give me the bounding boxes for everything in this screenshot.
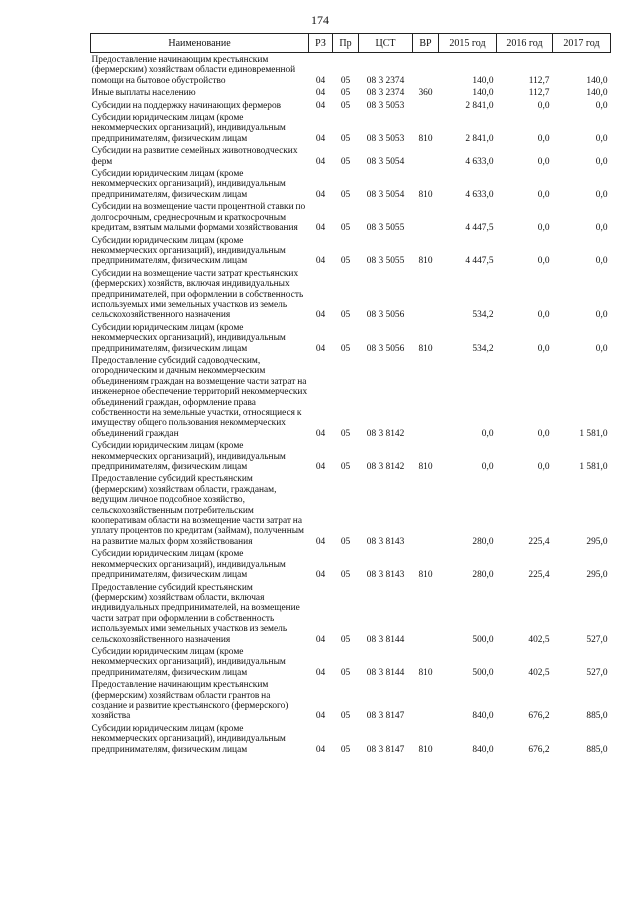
- row-value-2016: 0,0: [537, 156, 550, 167]
- row-rz: 04: [315, 711, 326, 722]
- row-rz: 04: [315, 133, 326, 144]
- row-value-2016: 112,7: [528, 88, 550, 99]
- row-name: Предоставление субсидий крестьянским (фермерским) хозяйствам области, включая индивидуальных предпринимателей, на возмещение части затрат при оформлении в собственность используемых ими земельных участков из земель сельскохозяйственного назначения: [91, 582, 300, 645]
- table-row: [91, 202, 611, 235]
- row-value-2017: 0,0: [595, 310, 608, 321]
- row-value-2016: 0,0: [537, 223, 550, 234]
- row-name: Иные выплаты населению: [91, 88, 196, 99]
- row-cst: 08 3 8143: [366, 570, 405, 581]
- row-value-2017: 295,0: [586, 536, 608, 547]
- row-name: Субсидии юридическим лицам (кроме некоммерческих организаций), индивидуальным предпринимателям, физическим лицам: [91, 235, 286, 267]
- header-name: Наименование: [91, 34, 309, 53]
- row-value-2015: 500,0: [472, 667, 494, 678]
- row-value-2016: 0,0: [537, 343, 550, 354]
- row-vr: 810: [418, 189, 433, 200]
- row-vr: [413, 356, 439, 441]
- row-vr: 810: [418, 570, 433, 581]
- row-value-2017: 885,0: [586, 711, 608, 722]
- row-cst: 08 3 8147: [366, 711, 405, 722]
- row-cst: 08 3 5054: [366, 189, 405, 200]
- row-rz: 04: [315, 667, 326, 678]
- row-value-2015: 4 447,5: [465, 256, 494, 267]
- row-pr: 05: [340, 462, 351, 473]
- table-row: [91, 356, 611, 441]
- row-value-2017: 0,0: [595, 100, 608, 111]
- table-row: [91, 724, 611, 757]
- row-value-2015: 2 841,0: [465, 133, 494, 144]
- row-cst: 08 3 2374: [366, 75, 405, 86]
- row-value-2017: 140,0: [586, 88, 608, 99]
- header-rz: РЗ: [309, 34, 333, 53]
- row-cst: 08 3 8142: [366, 428, 405, 439]
- row-rz: 04: [315, 744, 326, 755]
- header-2017: 2017 год: [553, 34, 611, 53]
- row-value-2017: 527,0: [586, 634, 608, 645]
- header-pr: Пр: [333, 34, 359, 53]
- row-pr: 05: [340, 223, 351, 234]
- table-row: [91, 474, 611, 549]
- row-value-2017: 0,0: [595, 223, 608, 234]
- row-name: Субсидии юридическим лицам (кроме некоммерческих организаций), индивидуальным предпринимателям, физическим лицам: [91, 723, 286, 755]
- row-vr: [413, 583, 439, 647]
- row-pr: 05: [340, 570, 351, 581]
- table-header-row: [91, 34, 611, 53]
- row-value-2015: 4 633,0: [465, 189, 494, 200]
- row-pr: 05: [340, 310, 351, 321]
- table-row: [91, 583, 611, 647]
- row-value-2017: 295,0: [586, 570, 608, 581]
- table-row: [91, 269, 611, 323]
- table-row: [91, 88, 611, 100]
- table-row: [91, 236, 611, 269]
- row-value-2015: 840,0: [472, 744, 494, 755]
- row-name: Субсидии на возмещение части процентной ставки по долгосрочным, среднесрочным и краткосрочным кредитам, взятым малыми формами хозяйствования: [91, 202, 306, 234]
- row-value-2016: 402,5: [528, 667, 550, 678]
- row-vr: [413, 53, 439, 89]
- row-rz: 04: [315, 156, 326, 167]
- row-value-2015: 500,0: [472, 634, 494, 645]
- row-name: Субсидии юридическим лицам (кроме некоммерческих организаций), индивидуальным предпринимателям, физическим лицам: [91, 113, 286, 144]
- table-row: [91, 323, 611, 356]
- row-value-2017: 140,0: [586, 75, 608, 86]
- row-pr: 05: [340, 256, 351, 267]
- row-value-2017: 1 581,0: [579, 428, 608, 439]
- table-row: [91, 680, 611, 724]
- row-value-2015: 140,0: [472, 75, 494, 86]
- table-row: [91, 101, 611, 113]
- row-name: Субсидии на возмещение части затрат крестьянских (фермерских) хозяйств, включая индивидуальных предпринимателей, при оформлении в собственность используемых ими земельных участков из земель сельскохозяйственного назначения: [91, 268, 304, 321]
- row-value-2016: 0,0: [537, 462, 550, 473]
- row-value-2017: 885,0: [586, 744, 608, 755]
- row-vr: 810: [418, 462, 433, 473]
- row-value-2016: 0,0: [537, 189, 550, 200]
- row-vr: 810: [418, 133, 433, 144]
- row-cst: 08 3 2374: [366, 88, 405, 99]
- row-rz: 04: [315, 100, 326, 111]
- table-body: [91, 53, 611, 758]
- row-value-2016: 676,2: [528, 744, 550, 755]
- row-rz: 04: [315, 256, 326, 267]
- header-2015: 2015 год: [439, 34, 497, 53]
- table-row: [91, 441, 611, 474]
- table-row: [91, 53, 611, 89]
- row-rz: 04: [315, 634, 326, 645]
- row-value-2015: 534,2: [472, 343, 494, 354]
- row-value-2015: 280,0: [472, 536, 494, 547]
- page-number: 174: [311, 13, 329, 27]
- row-value-2016: 225,4: [528, 570, 550, 581]
- row-cst: 08 3 5053: [366, 133, 405, 144]
- row-vr: 810: [418, 744, 433, 755]
- row-pr: 05: [340, 634, 351, 645]
- row-value-2015: 140,0: [472, 88, 494, 99]
- row-cst: 08 3 5053: [366, 100, 405, 111]
- row-cst: 08 3 5056: [366, 310, 405, 321]
- row-vr: [413, 269, 439, 323]
- row-cst: 08 3 8142: [366, 462, 405, 473]
- row-cst: 08 3 8143: [366, 536, 405, 547]
- row-pr: 05: [340, 133, 351, 144]
- table-row: [91, 113, 611, 146]
- row-name: Предоставление субсидий крестьянским (фермерским) хозяйствам области, гражданам, ведущим личное подсобное хозяйство, сельскохозяйственным потребительским кооперативам области на возмещение части затрат на уплату процентов по кредитам (займам), полученным на развитие малых форм хозяйствования: [91, 474, 304, 547]
- row-vr: [413, 146, 439, 169]
- row-cst: 08 3 5055: [366, 223, 405, 234]
- row-name: Предоставление начинающим крестьянским (фермерским) хозяйствам области грантов на создание и развитие крестьянского (фермерского) хозяйства: [91, 680, 289, 722]
- row-vr: [413, 680, 439, 724]
- row-vr: 810: [418, 343, 433, 354]
- row-value-2015: 4 633,0: [465, 156, 494, 167]
- header-2016: 2016 год: [497, 34, 553, 53]
- row-value-2015: 4 447,5: [465, 223, 494, 234]
- row-name: Предоставление субсидий садоводческим, огородническим и дачным некоммерческим объединениям граждан на возмещение части затрат на инженерное обеспечение территорий некоммерческих объединений граждан, оформление права собственности на земельные участки, относящиеся к имуществу общего пользования некоммерческих объединений граждан: [91, 355, 308, 439]
- row-name: Субсидии на развитие семейных животноводческих ферм: [91, 146, 298, 167]
- row-pr: 05: [340, 536, 351, 547]
- row-value-2015: 0,0: [481, 428, 494, 439]
- row-vr: 810: [418, 667, 433, 678]
- row-cst: 08 3 8144: [366, 634, 405, 645]
- table-row: [91, 647, 611, 680]
- row-pr: 05: [340, 711, 351, 722]
- row-value-2017: 527,0: [586, 667, 608, 678]
- row-pr: 05: [340, 100, 351, 111]
- row-name: Предоставление начинающим крестьянским (фермерским) хозяйствам области единовременной помощи на бытовое обустройство: [91, 55, 296, 86]
- row-value-2016: 0,0: [537, 133, 550, 144]
- row-rz: 04: [315, 75, 326, 86]
- row-value-2017: 0,0: [595, 156, 608, 167]
- row-value-2017: 0,0: [595, 256, 608, 267]
- row-value-2016: 0,0: [537, 310, 550, 321]
- row-name: Субсидии юридическим лицам (кроме некоммерческих организаций), индивидуальным предпринимателям, физическим лицам: [91, 322, 286, 354]
- row-value-2015: 2 841,0: [465, 100, 494, 111]
- row-cst: 08 3 8144: [366, 667, 405, 678]
- row-cst: 08 3 5055: [366, 256, 405, 267]
- header-cst: ЦСТ: [359, 34, 413, 53]
- row-value-2016: 0,0: [537, 100, 550, 111]
- row-value-2016: 0,0: [537, 256, 550, 267]
- row-pr: 05: [340, 343, 351, 354]
- table-row: [91, 146, 611, 169]
- row-name: Субсидии юридическим лицам (кроме некоммерческих организаций), индивидуальным предпринимателям, физическим лицам: [91, 646, 286, 678]
- row-pr: 05: [340, 75, 351, 86]
- row-rz: 04: [315, 343, 326, 354]
- row-vr: 360: [418, 88, 433, 99]
- row-pr: 05: [340, 156, 351, 167]
- row-name: Субсидии юридическим лицам (кроме некоммерческих организаций), индивидуальным предпринимателям, физическим лицам: [91, 169, 286, 200]
- row-rz: 04: [315, 223, 326, 234]
- row-name: Субсидии юридическим лицам (кроме некоммерческих организаций), индивидуальным предпринимателям, физическим лицам: [91, 549, 286, 581]
- row-rz: 04: [315, 88, 326, 99]
- row-vr: [413, 101, 439, 113]
- row-value-2017: 0,0: [595, 133, 608, 144]
- row-value-2016: 112,7: [528, 75, 550, 86]
- row-value-2015: 534,2: [472, 310, 494, 321]
- row-rz: 04: [315, 536, 326, 547]
- row-rz: 04: [315, 428, 326, 439]
- row-cst: 08 3 5054: [366, 156, 405, 167]
- row-rz: 04: [315, 310, 326, 321]
- row-name: Субсидии юридическим лицам (кроме некоммерческих организаций), индивидуальным предпринимателям, физическим лицам: [91, 441, 286, 473]
- row-value-2016: 225,4: [528, 536, 550, 547]
- row-value-2015: 840,0: [472, 711, 494, 722]
- row-rz: 04: [315, 462, 326, 473]
- row-pr: 05: [340, 88, 351, 99]
- row-cst: 08 3 5056: [366, 343, 405, 354]
- table-row: [91, 549, 611, 582]
- row-value-2015: 0,0: [481, 462, 494, 473]
- budget-table: [90, 33, 611, 757]
- row-pr: 05: [340, 189, 351, 200]
- row-pr: 05: [340, 744, 351, 755]
- row-cst: 08 3 8147: [366, 744, 405, 755]
- row-vr: [413, 202, 439, 235]
- row-pr: 05: [340, 667, 351, 678]
- row-value-2017: 0,0: [595, 343, 608, 354]
- row-pr: 05: [340, 428, 351, 439]
- row-vr: [413, 474, 439, 549]
- row-value-2017: 0,0: [595, 189, 608, 200]
- row-value-2017: 1 581,0: [579, 462, 608, 473]
- row-name: Субсидии на поддержку начинающих фермеров: [91, 100, 282, 111]
- row-value-2016: 402,5: [528, 634, 550, 645]
- row-value-2016: 676,2: [528, 711, 550, 722]
- row-vr: 810: [418, 256, 433, 267]
- row-rz: 04: [315, 570, 326, 581]
- row-value-2015: 280,0: [472, 570, 494, 581]
- header-vr: ВР: [413, 34, 439, 53]
- table-row: [91, 169, 611, 202]
- row-value-2016: 0,0: [537, 428, 550, 439]
- row-rz: 04: [315, 189, 326, 200]
